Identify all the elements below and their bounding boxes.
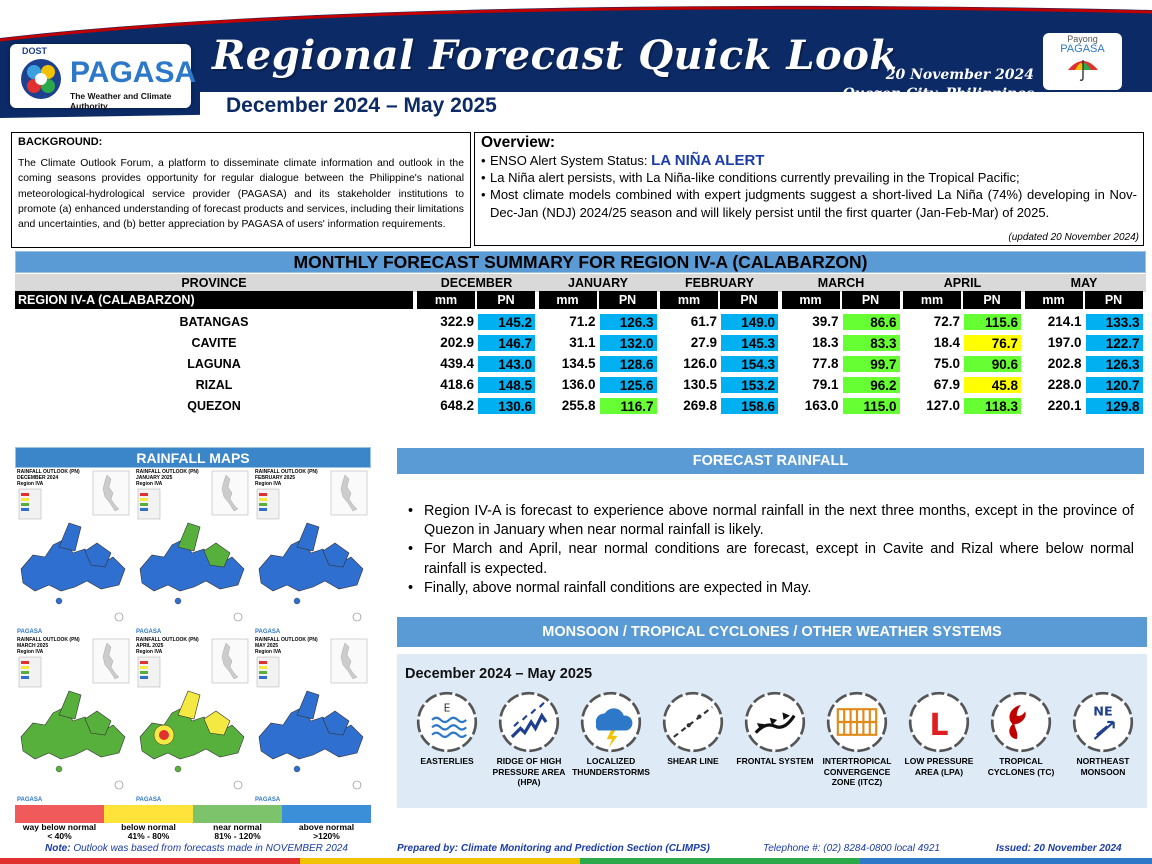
percent-normal-value: 83.3	[842, 334, 901, 352]
percent-normal-value: 153.2	[720, 376, 779, 394]
rainfall-mm-value: 77.8	[812, 356, 839, 371]
rainfall-mm-value: 67.9	[933, 377, 960, 392]
payong-brand: PAGASA	[1060, 43, 1105, 55]
legend-entry	[104, 823, 193, 841]
legend-label: near normal	[213, 822, 262, 832]
footer-prepared-by: Prepared by: Climate Monitoring and Prediction Section (CLIMPS)	[397, 843, 710, 854]
footer-stripe	[0, 858, 1152, 864]
brand-name: PAGASA	[70, 56, 197, 89]
pn-column-header: PN	[599, 291, 657, 309]
weather-system-label: SHEAR LINE	[667, 756, 719, 766]
month-header: DECEMBER	[440, 276, 513, 290]
footer-note-label: Note:	[45, 843, 71, 854]
percent-normal-value: 99.7	[842, 355, 901, 373]
overview-heading: Overview:	[481, 134, 556, 151]
enso-status-label: ENSO Alert System Status:	[490, 153, 652, 168]
footer-issued: Issued: 20 November 2024	[996, 843, 1122, 854]
frontal-system-icon	[743, 690, 807, 754]
region-map-graphic	[134, 469, 252, 637]
pn-column-header: PN	[1085, 291, 1143, 309]
weather-system-item	[815, 690, 899, 788]
background-heading: BACKGROUND:	[18, 136, 103, 148]
rainfall-mm-value: 269.8	[683, 398, 717, 413]
province-name: QUEZON	[187, 399, 241, 413]
province-name: BATANGAS	[179, 315, 249, 329]
rainfall-mm-value: 18.4	[933, 335, 960, 350]
region-label: REGION IV-A (CALABARZON)	[15, 291, 413, 309]
percent-normal-value: 125.6	[599, 376, 658, 394]
province-column-header: PROVINCE	[181, 276, 247, 290]
weather-system-label: TROPICAL CYCLONES (TC)	[987, 756, 1055, 777]
rainfall-map	[134, 637, 252, 805]
rainfall-mm-value: 126.0	[683, 356, 717, 371]
percent-normal-value: 146.7	[477, 334, 536, 352]
updated-note: (updated 20 November 2024)	[1008, 232, 1139, 243]
rainfall-mm-value: 61.7	[690, 314, 717, 329]
percent-normal-value: 145.2	[477, 313, 536, 331]
footer-note	[45, 843, 348, 854]
month-header: MAY	[1070, 276, 1098, 290]
region-map-graphic	[253, 637, 371, 805]
forecast-rainfall-heading: FORECAST RAINFALL	[397, 448, 1144, 474]
rainfall-mm-value: 648.2	[440, 398, 474, 413]
pn-column-header: PN	[720, 291, 778, 309]
rainfall-mm-value: 136.0	[561, 377, 596, 392]
table-row	[15, 397, 1146, 415]
footer	[0, 843, 1152, 857]
table-row	[15, 334, 1146, 352]
percent-normal-value: 143.0	[477, 355, 536, 373]
pagasa-logo	[10, 44, 197, 111]
percent-normal-value: 149.0	[720, 313, 779, 331]
rainfall-map	[15, 469, 133, 637]
legend-above-swatch	[282, 805, 371, 823]
overview-list	[481, 152, 1137, 221]
map-caption: RAINFALL OUTLOOK (PN) MARCH 2025 Region IVA	[17, 637, 80, 655]
easterlies-icon	[415, 690, 479, 754]
weather-system-item	[569, 690, 653, 777]
rainfall-map	[134, 469, 252, 637]
rainfall-mm-value: 71.2	[569, 314, 596, 329]
rainfall-mm-value: 72.7	[933, 314, 960, 329]
weather-system-label: NORTHEAST MONSOON	[1076, 756, 1130, 777]
table-title: MONTHLY FORECAST SUMMARY FOR REGION IV-A (CALABARZON)	[15, 251, 1146, 273]
percent-normal-value: 126.3	[599, 313, 658, 331]
legend-range: >120%	[313, 831, 340, 841]
rainfall-map	[253, 469, 371, 637]
pagasa-seal-icon	[20, 58, 62, 100]
percent-normal-value: 96.2	[842, 376, 901, 394]
percent-normal-value: 130.6	[477, 397, 536, 415]
header-banner	[0, 0, 1152, 122]
map-caption: RAINFALL OUTLOOK (PN) FEBRUARY 2025 Region IVA	[255, 469, 318, 487]
legend-label: way below normal	[22, 822, 97, 832]
percent-normal-value: 126.3	[1085, 355, 1144, 373]
weather-systems-heading: MONSOON / TROPICAL CYCLONES / OTHER WEATHER SYSTEMS	[397, 617, 1147, 647]
lpa-icon	[907, 690, 971, 754]
pn-column-header: PN	[477, 291, 535, 309]
weather-system-item	[733, 690, 817, 767]
region-map-graphic	[253, 469, 371, 637]
mm-column-header: mm	[539, 291, 597, 309]
mm-column-header: mm	[903, 291, 961, 309]
map-pagasa-logo: PAGASA	[136, 629, 162, 635]
overview-enso-status	[481, 152, 1137, 169]
percent-normal-value: 128.6	[599, 355, 658, 373]
rainfall-mm-value: 439.4	[440, 356, 474, 371]
rainfall-mm-value: 214.1	[1047, 314, 1082, 329]
rainfall-mm-value: 130.5	[683, 377, 717, 392]
map-pagasa-logo: PAGASA	[136, 797, 162, 803]
weather-system-label: FRONTAL SYSTEM	[736, 756, 814, 766]
background-section	[11, 132, 471, 248]
payong-pagasa-logo	[1043, 33, 1122, 90]
region-map-graphic	[15, 637, 133, 805]
percent-normal-value: 86.6	[842, 313, 901, 331]
map-caption: RAINFALL OUTLOOK (PN) MAY 2025 Region IVA	[255, 637, 318, 655]
rainfall-mm-value: 134.5	[561, 356, 596, 371]
percent-normal-value: 129.8	[1085, 397, 1144, 415]
weather-system-item	[405, 690, 489, 767]
enso-alert-badge: LA NIÑA ALERT	[651, 152, 765, 169]
weather-system-label: EASTERLIES	[420, 756, 474, 766]
map-pagasa-logo: PAGASA	[255, 797, 281, 803]
brand-tagline: The Weather and Climate Authority	[70, 91, 172, 111]
rainfall-mm-value: 163.0	[804, 398, 839, 413]
percent-normal-value: 145.3	[720, 334, 779, 352]
footer-note-text: Outlook was based from forecasts made in NOVEMBER 2024	[70, 843, 348, 854]
rainfall-mm-value: 79.1	[812, 377, 839, 392]
umbrella-icon	[1066, 56, 1100, 82]
province-name: RIZAL	[195, 378, 233, 392]
rainfall-mm-value: 39.7	[812, 314, 839, 329]
table-row	[15, 376, 1146, 394]
rainfall-mm-value: 202.9	[440, 335, 474, 350]
province-name: LAGUNA	[187, 357, 241, 371]
payong-label: Payong	[1067, 34, 1098, 44]
percent-normal-value: 154.3	[720, 355, 779, 373]
map-caption: RAINFALL OUTLOOK (PN) JANUARY 2025 Region IVA	[136, 469, 199, 487]
percent-normal-value: 133.3	[1085, 313, 1144, 331]
rainfall-mm-value: 197.0	[1047, 335, 1082, 350]
northeast-monsoon-icon	[1071, 690, 1135, 754]
table-row	[15, 313, 1146, 331]
mm-column-header: mm	[1025, 291, 1083, 309]
table-unit-header	[15, 291, 1146, 309]
overview-item: • La Niña alert persists, with La Niña-like conditions currently prevailing in the Tropical Pacific;	[481, 169, 1137, 186]
map-pagasa-logo: PAGASA	[255, 629, 281, 635]
legend-entry	[282, 823, 371, 841]
shear-line-icon	[661, 690, 725, 754]
rainfall-mm-value: 255.8	[561, 398, 596, 413]
region-map-graphic	[15, 469, 133, 637]
mm-column-header: mm	[417, 291, 475, 309]
month-header: JANUARY	[568, 276, 628, 290]
legend-range: 41% - 80%	[127, 831, 170, 841]
legend-label: above normal	[298, 822, 355, 832]
itcz-icon	[825, 690, 889, 754]
percent-normal-value: 132.0	[599, 334, 658, 352]
table-month-header	[15, 274, 1146, 292]
footer-telephone: Telephone #: (02) 8284-0800 local 4921	[763, 843, 940, 854]
svg-text:NE: NE	[1093, 704, 1113, 720]
weather-system-label: INTERTROPICAL CONVERGENCE ZONE (ITCZ)	[822, 756, 892, 787]
month-header: MARCH	[817, 276, 865, 290]
province-name: CAVITE	[191, 336, 237, 350]
issue-date: 20 November 2024	[885, 67, 1034, 83]
percent-normal-value: 158.6	[720, 397, 779, 415]
weather-systems-period: December 2024 – May 2025	[405, 666, 593, 682]
rainfall-mm-value: 202.8	[1047, 356, 1082, 371]
percent-normal-value: 45.8	[963, 376, 1022, 394]
forecast-rainfall-item: • For March and April, near normal conditions are forecast, except in Cavite and Rizal where below normal rainfall is expected.	[408, 540, 1134, 578]
rainfall-mm-value: 27.9	[690, 335, 717, 350]
pn-column-header: PN	[842, 291, 900, 309]
tropical-cyclone-icon	[989, 690, 1053, 754]
rainfall-mm-value: 228.0	[1047, 377, 1082, 392]
rainfall-maps-heading: RAINFALL MAPS	[15, 447, 371, 468]
rainfall-mm-value: 322.9	[440, 314, 474, 329]
rainfall-mm-value: 127.0	[926, 398, 960, 413]
rainfall-maps-grid	[15, 469, 371, 805]
svg-text:E: E	[443, 701, 451, 715]
dost-label: DOST	[22, 46, 48, 56]
mm-column-header: mm	[782, 291, 840, 309]
forecast-rainfall-item: • Region IV-A is forecast to experience above normal rainfall in the next three months, except in the province of Quezon in January when near normal rainfall is likely.	[408, 502, 1134, 540]
rainfall-mm-value: 31.1	[569, 335, 596, 350]
weather-system-item	[1061, 690, 1145, 777]
month-header: FEBRUARY	[685, 276, 754, 290]
rainfall-map	[15, 637, 133, 805]
weather-system-label: LOCALIZED THUNDERSTORMS	[572, 756, 650, 777]
percent-normal-value: 90.6	[963, 355, 1022, 373]
weather-system-label: LOW PRESSURE AREA (LPA)	[904, 756, 974, 777]
weather-system-item	[651, 690, 735, 767]
percent-normal-value: 120.7	[1085, 376, 1144, 394]
forecast-rainfall-item: • Finally, above normal rainfall conditions are expected in May.	[408, 579, 1134, 598]
weather-systems-panel	[397, 654, 1147, 808]
forecast-rainfall-list	[408, 502, 1134, 598]
weather-system-item	[897, 690, 981, 777]
map-caption: RAINFALL OUTLOOK (PN) DECEMBER 2024 Region IVA	[17, 469, 80, 487]
map-pagasa-logo: PAGASA	[17, 797, 43, 803]
issue-place: Quezon City, Philippines	[842, 86, 1034, 102]
percent-normal-value: 148.5	[477, 376, 536, 394]
page-title: Regional Forecast Quick Look	[212, 32, 898, 79]
percent-normal-value: 118.3	[963, 397, 1022, 415]
table-row	[15, 355, 1146, 373]
mm-column-header: mm	[660, 291, 718, 309]
legend-entry	[15, 823, 104, 841]
legend-label: below normal	[121, 822, 176, 832]
percent-normal-value: 76.7	[963, 334, 1022, 352]
region-map-graphic	[134, 637, 252, 805]
rainfall-legend-bar	[15, 805, 371, 823]
legend-below-swatch	[104, 805, 193, 823]
percent-normal-value: 122.7	[1085, 334, 1144, 352]
legend-near-swatch	[193, 805, 282, 823]
weather-system-label: RIDGE OF HIGH PRESSURE AREA (HPA)	[492, 756, 566, 787]
percent-normal-value: 115.6	[963, 313, 1022, 331]
rainfall-mm-value: 75.0	[933, 356, 960, 371]
background-text: The Climate Outlook Forum, a platform to disseminate climate information and outlook in the coming seasons provides opportunity for regular dialogue between the Philippine's national meteorological-hydrological service provider (PAGASA) and its stakeholder institutions to promote (a) enhanced understanding of forecast products and services, including their limitations and uncertainties, and (b) better appreciation by PAGASA of users' information requirements.	[18, 158, 464, 231]
rainfall-map	[253, 637, 371, 805]
overview-section	[474, 132, 1144, 246]
legend-entry	[193, 823, 282, 841]
legend-way-below-swatch	[15, 805, 104, 823]
svg-text:L: L	[929, 707, 949, 743]
map-caption: RAINFALL OUTLOOK (PN) APRIL 2025 Region IVA	[136, 637, 199, 655]
rainfall-mm-value: 418.6	[440, 377, 474, 392]
map-pagasa-logo: PAGASA	[17, 629, 43, 635]
weather-system-item	[979, 690, 1063, 777]
forecast-period: December 2024 – May 2025	[226, 94, 497, 117]
legend-range: 81% - 120%	[214, 831, 261, 841]
weather-system-item	[487, 690, 571, 788]
percent-normal-value: 116.7	[599, 397, 658, 415]
overview-item: • Most climate models combined with expert judgments suggest a short-lived La Niña (74%) developing in Nov-Dec-Jan (NDJ) 2024/25 season and will likely persist until the first quarter (Jan-Feb-Mar) of 2025.	[481, 186, 1137, 220]
month-header: APRIL	[943, 276, 982, 290]
rainfall-mm-value: 220.1	[1047, 398, 1082, 413]
ridge-icon	[497, 690, 561, 754]
thunderstorm-icon	[579, 690, 643, 754]
percent-normal-value: 115.0	[842, 397, 901, 415]
pn-column-header: PN	[963, 291, 1021, 309]
rainfall-mm-value: 18.3	[812, 335, 839, 350]
legend-range: < 40%	[47, 831, 72, 841]
